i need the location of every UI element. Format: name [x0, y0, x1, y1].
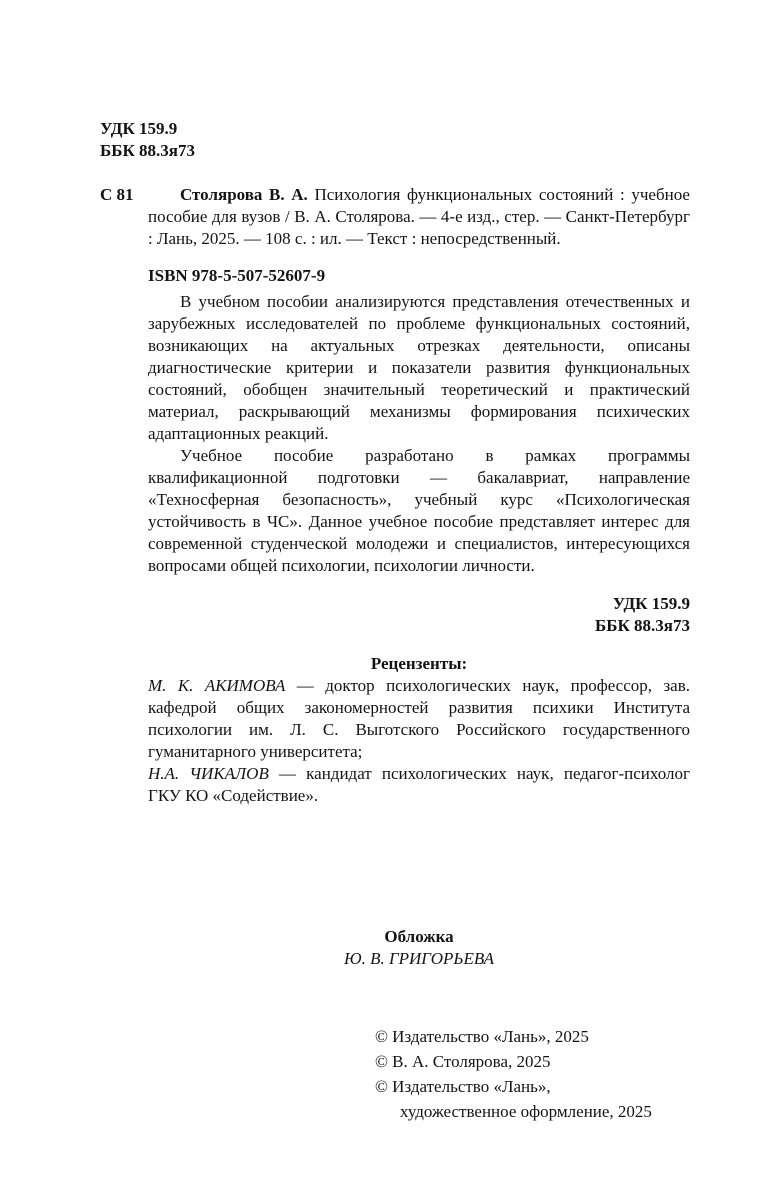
catalog-index-code: С 81 — [100, 185, 134, 204]
reviewer-1-name: М. К. АКИМОВА — [148, 676, 286, 695]
annotation-paragraph-2: Учебное пособие разработано в рамках программы квалификационной подготовки — бакалавриат, направление «Техносферная безопасность», учебный курс «Психологическая устойчивость в ЧС». Данное учебное пособие представляет интерес для современной студенческой молодежи и специалистов, интересующихся вопросами общей психологии, психологии личности. — [148, 446, 690, 575]
author-name: Столярова В. А. — [180, 185, 308, 204]
reviewer-1 — [148, 675, 690, 763]
reviewer-2 — [148, 763, 690, 807]
reviewer-2-name: Н.А. ЧИКАЛОВ — [148, 764, 269, 783]
udk-code-bottom: УДК 159.9 — [612, 594, 690, 613]
cover-label: Обложка — [384, 927, 454, 946]
catalog-entry — [100, 184, 690, 250]
classification-codes-bottom — [148, 593, 690, 637]
annotation-paragraph-1: В учебном пособии анализируются представления отечественных и зарубежных исследователей по проблеме функциональных состояний, возникающих на актуальных отрезках деятельности, описаны диагностические критерии и показатели развития функциональных состояний, обобщен значительный теоретический и практический материал, раскрывающий механизмы формирования психических адаптационных реакций. — [148, 292, 690, 443]
bbk-code-top: ББК 88.3я73 — [100, 141, 196, 160]
copyright-block — [375, 1024, 652, 1124]
copyright-line-author: © В. А. Столярова, 2025 — [375, 1052, 551, 1071]
copyright-line-design: © Издательство «Лань», — [375, 1077, 551, 1096]
copyright-line-design-continued: художественное оформление, 2025 — [400, 1102, 652, 1121]
reviewer-2-description: — кандидат психологических наук, педагог-психолог ГКУ КО «Содействие». — [148, 764, 690, 805]
reviewer-1-description: — доктор психологических наук, профессор, зав. кафедрой общих закономерностей развития психики Института психологии им. Л. С. Выготского Российского государственного гуманитарного университета; — [148, 676, 691, 761]
copyright-line-publisher: © Издательство «Лань», 2025 — [375, 1027, 589, 1046]
classification-codes-top — [100, 118, 690, 162]
udk-code-top: УДК 159.9 — [100, 119, 178, 138]
bibliographic-record — [148, 184, 690, 250]
bibliographic-description: Психология функциональных состояний : учебное пособие для вузов / В. А. Столярова. — 4-е изд., стер. — Санкт-Петербург : Лань, 2025. — 108 с. : ил. — Текст : непосредственный. — [148, 185, 690, 248]
page-content — [100, 118, 690, 807]
cover-artist-name: Ю. В. ГРИГОРЬЕВА — [344, 949, 494, 968]
annotation — [148, 291, 690, 577]
isbn-line: ISBN 978-5-507-52607-9 — [148, 266, 326, 285]
bbk-code-bottom: ББК 88.3я73 — [594, 616, 690, 635]
body-text-block — [100, 184, 691, 807]
cover-credit — [148, 926, 690, 970]
reviewers-heading: Рецензенты: — [370, 654, 468, 673]
